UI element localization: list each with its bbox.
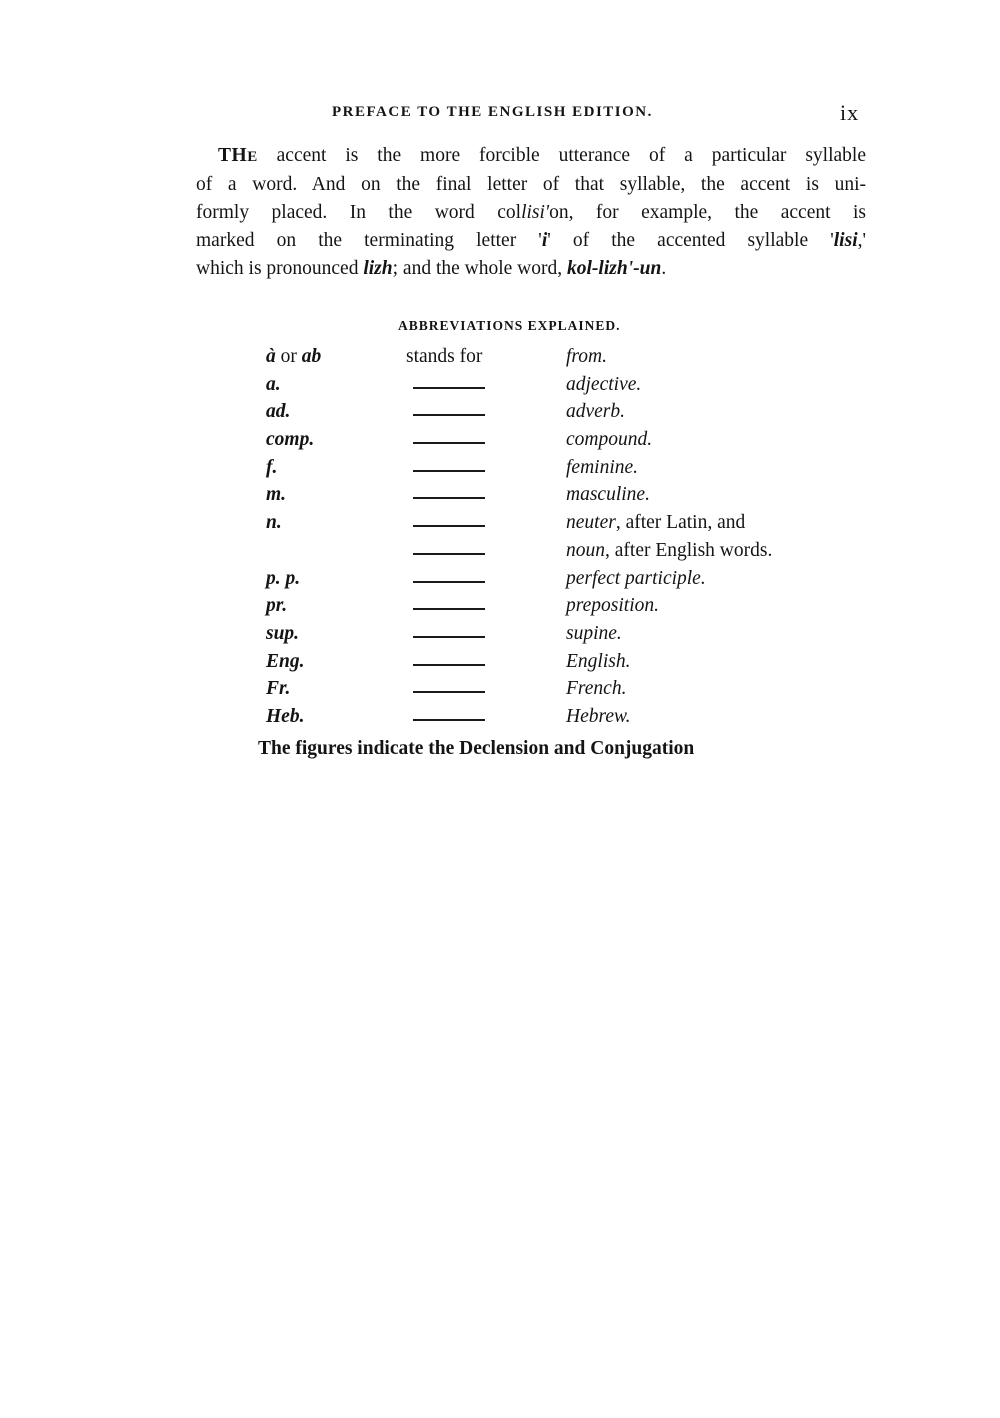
abbreviation-meaning bbox=[566, 595, 659, 617]
abbreviation-meaning-italic: noun bbox=[566, 539, 605, 561]
intro-line-4-a: marked on the terminating letter ' bbox=[196, 230, 542, 251]
intro-line-4-b: ' of the accented syllable ' bbox=[547, 230, 834, 251]
abbreviation-meaning-italic: adjective. bbox=[566, 373, 642, 395]
abbreviation-meaning-italic: masculine. bbox=[566, 484, 650, 506]
intro-line-1-text: accent is the more forcible utterance of a particular syllable bbox=[257, 145, 866, 166]
abbreviation-meaning-italic: Hebrew. bbox=[566, 705, 631, 727]
abbreviation-meaning-italic: neuter bbox=[566, 512, 616, 534]
lead-word-smallcap: E bbox=[247, 149, 258, 165]
abbreviation-row bbox=[266, 706, 866, 734]
abbreviation-term: f. bbox=[266, 456, 278, 478]
intro-line-5 bbox=[196, 255, 866, 283]
abbreviation-term bbox=[266, 346, 321, 368]
abbreviation-row bbox=[266, 540, 866, 568]
running-title: PREFACE TO THE ENGLISH EDITION. bbox=[332, 104, 653, 120]
abbreviation-meaning bbox=[566, 678, 626, 700]
intro-paragraph bbox=[196, 142, 866, 283]
abbreviation-meaning bbox=[566, 512, 745, 534]
abbreviation-row bbox=[266, 595, 866, 623]
intro-line-4-c: ,' bbox=[857, 230, 866, 251]
stands-for-dash bbox=[413, 470, 485, 472]
abbreviation-meaning-italic: compound. bbox=[566, 429, 653, 451]
stands-for-dash bbox=[413, 553, 485, 555]
stands-for-dash bbox=[413, 497, 485, 499]
abbreviation-term-a: à bbox=[266, 346, 276, 367]
abbreviation-term: comp. bbox=[266, 429, 315, 451]
intro-line-2: of a word. And on the final letter of that syllable, the accent is uni- bbox=[196, 174, 866, 195]
abbreviation-meaning bbox=[566, 568, 706, 590]
stands-for-dash bbox=[413, 525, 485, 527]
abbreviation-term: Fr. bbox=[266, 678, 291, 700]
abbreviation-meaning-italic: feminine. bbox=[566, 456, 639, 478]
abbreviation-term: Heb. bbox=[266, 705, 305, 727]
page-number: ix bbox=[840, 100, 860, 125]
abbreviation-term: pr. bbox=[266, 595, 288, 617]
abbreviations-title: ABBREVIATIONS EXPLAINED. bbox=[398, 318, 621, 333]
abbreviation-row bbox=[266, 457, 866, 485]
abbreviation-meaning bbox=[566, 540, 772, 562]
intro-line-5-word: kol-lizh'-un bbox=[567, 258, 662, 279]
stands-for-dash bbox=[413, 608, 485, 610]
intro-line-5-a: which is pronounced bbox=[196, 258, 364, 279]
intro-line-4 bbox=[196, 227, 866, 255]
intro-line-1 bbox=[196, 142, 866, 171]
abbreviation-meaning bbox=[566, 457, 638, 479]
abbreviation-meaning bbox=[566, 429, 652, 451]
abbreviation-meaning bbox=[566, 374, 641, 396]
stands-for-dash bbox=[413, 636, 485, 638]
stands-for-dash bbox=[413, 719, 485, 721]
abbreviation-meaning-italic: preposition. bbox=[566, 595, 659, 617]
abbreviation-row bbox=[266, 401, 866, 429]
lead-word bbox=[218, 145, 258, 166]
abbreviation-term: p. p. bbox=[266, 567, 301, 589]
abbreviation-term: sup. bbox=[266, 622, 300, 644]
abbreviation-term: a. bbox=[266, 373, 281, 395]
stands-for-dash bbox=[413, 387, 485, 389]
abbreviation-meaning bbox=[566, 623, 622, 645]
abbreviation-term: n. bbox=[266, 512, 282, 534]
stands-for-dash bbox=[413, 691, 485, 693]
abbreviation-term: ad. bbox=[266, 401, 291, 423]
intro-line-3-b: on, for example, the accent is bbox=[549, 202, 866, 223]
abbreviation-meaning bbox=[566, 346, 607, 368]
stands-for-dash bbox=[413, 581, 485, 583]
abbreviation-meaning-italic: French. bbox=[566, 678, 627, 700]
abbreviation-term-b: ab bbox=[301, 346, 322, 367]
abbreviation-meaning bbox=[566, 484, 650, 506]
abbreviation-meaning bbox=[566, 651, 630, 673]
abbreviation-meaning-italic: perfect participle. bbox=[566, 567, 706, 589]
abbreviation-meaning-italic: from. bbox=[566, 346, 607, 367]
lead-word-cap: TH bbox=[218, 145, 248, 166]
abbreviation-term: m. bbox=[266, 484, 287, 506]
intro-line-3-a: formly placed. In the word col bbox=[196, 202, 522, 223]
abbreviation-meaning-italic: English. bbox=[566, 650, 631, 672]
intro-line-5-end: . bbox=[661, 258, 667, 279]
abbreviations-table bbox=[266, 346, 866, 734]
abbreviation-row bbox=[266, 678, 866, 706]
intro-line-5-lizh: lizh bbox=[363, 258, 393, 279]
abbreviation-row bbox=[266, 651, 866, 679]
abbreviation-meaning bbox=[566, 706, 630, 728]
abbreviation-row bbox=[266, 374, 866, 402]
intro-line-4-syllable: lisi bbox=[833, 230, 858, 251]
abbreviation-rows bbox=[266, 374, 866, 734]
abbreviation-term-or: or bbox=[275, 346, 302, 367]
abbreviation-row bbox=[266, 484, 866, 512]
intro-line-4-letter: i bbox=[541, 230, 548, 251]
intro-line-3-italic: lisi' bbox=[521, 202, 550, 223]
abbreviation-meaning bbox=[566, 401, 625, 423]
stands-for-label: stands for bbox=[406, 346, 483, 367]
abbreviation-meaning-italic: adverb. bbox=[566, 401, 626, 423]
abbreviation-term: Eng. bbox=[266, 650, 305, 672]
abbreviation-meaning-tail: , after Latin, and bbox=[615, 512, 746, 534]
abbreviation-meaning-italic: supine. bbox=[566, 622, 622, 644]
intro-line-3 bbox=[196, 199, 866, 227]
closing-line: The figures indicate the Declension and Conjugation bbox=[258, 738, 695, 759]
abbreviation-row bbox=[266, 346, 866, 374]
abbreviation-row bbox=[266, 568, 866, 596]
stands-for-dash bbox=[413, 414, 485, 416]
abbreviation-row bbox=[266, 512, 866, 540]
abbreviation-row bbox=[266, 623, 866, 651]
abbreviation-row bbox=[266, 429, 866, 457]
stands-for-dash bbox=[413, 664, 485, 666]
abbreviation-meaning-tail: , after English words. bbox=[605, 539, 773, 561]
stands-for-dash bbox=[413, 442, 485, 444]
intro-line-5-b: ; and the whole word, bbox=[392, 258, 568, 279]
